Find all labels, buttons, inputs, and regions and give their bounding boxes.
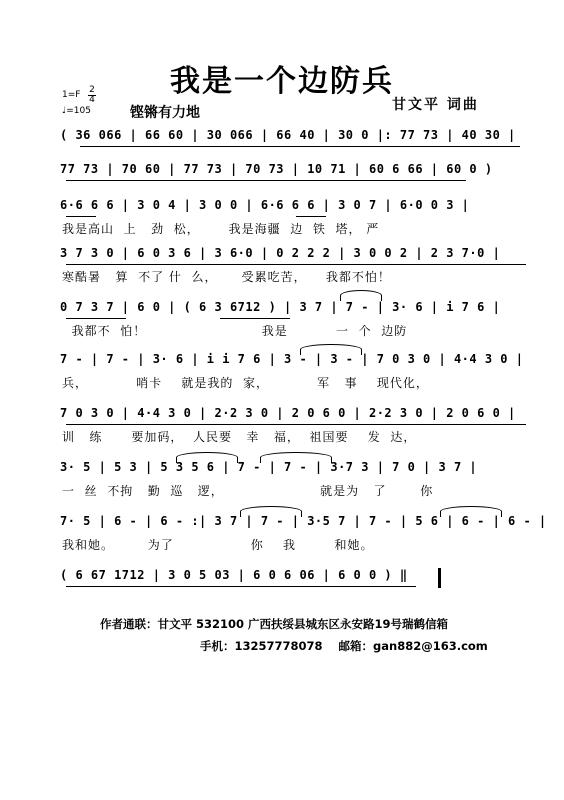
- slur-5: [240, 506, 302, 517]
- expression-mark: 铿锵有力地: [130, 105, 200, 121]
- music-line-9: 7· 5 | 6 - | 6 - :| 3 7 | 7 - | 3·5 7 | 7 - | 5 6 | 6 - | 6 - |: [60, 514, 547, 528]
- music-line-1: ( 36 066 | 66 60 | 30 066 | 66 40 | 30 0 |: 77 73 | 40 30 |: [60, 128, 516, 142]
- author-contact-address: 作者通联：甘文平 532100 广西扶绥县城东区永安路19号瑞鹤信箱: [100, 617, 449, 631]
- beam-line-5a: [66, 318, 126, 319]
- lyric-line-7: 我和她。 为了 你 我 和她。: [62, 538, 374, 552]
- slur-2: [300, 344, 362, 355]
- slur-4: [260, 452, 332, 463]
- final-barline: [438, 568, 441, 588]
- slur-3: [176, 452, 238, 463]
- music-line-2: 77 73 | 70 60 | 77 73 | 70 73 | 10 71 | 60 6 66 | 60 0 ): [60, 162, 493, 176]
- beam-line-5b: [220, 318, 290, 319]
- beam-line-2: [66, 180, 466, 181]
- music-line-3: 6·6 6 6 | 3 0 4 | 3 0 0 | 6·6 6 6 | 3 0 7 | 6·0 0 3 |: [60, 198, 470, 212]
- tempo-mark: ♩=105: [62, 106, 91, 116]
- key-signature: 1=F: [62, 90, 81, 100]
- music-line-7: 7 0 3 0 | 4·4 3 0 | 2·2 3 0 | 2 0 6 0 | 2·2 3 0 | 2 0 6 0 |: [60, 406, 516, 420]
- beam-line-10: [66, 586, 416, 587]
- author-contact-phone-email: 手机：13257778078 邮箱：gan882@163.com: [200, 639, 488, 653]
- slur-1: [340, 290, 382, 301]
- lyric-line-6: 一 丝 不拘 勤 巡 逻， 就是为 了 你: [62, 484, 434, 498]
- music-line-10: ( 6 67 1712 | 3 0 5 03 | 6 0 6 06 | 6 0 0 ) ‖: [60, 568, 408, 582]
- time-signature: [88, 86, 96, 105]
- music-line-8: 3· 5 | 5 3 | 5 3 5 6 | 7 - | 7 - | 3·7 3 | 7 0 | 3 7 |: [60, 460, 478, 474]
- lyric-line-1: 我是高山 上 劲 松， 我是海疆 边 铁 塔， 严: [62, 222, 380, 236]
- beam-line-3a: [66, 216, 96, 217]
- music-line-6: 7 - | 7 - | 3· 6 | i i 7 6 | 3 - | 3 - | 7 0 3 0 | 4·4 3 0 |: [60, 352, 524, 366]
- beam-line-1: [80, 146, 520, 147]
- meter-bottom: 4: [89, 95, 95, 105]
- beam-line-4: [66, 264, 526, 265]
- slur-6: [440, 506, 502, 517]
- lyric-line-3: 我都不 怕！ 我是 一 个 边防: [62, 324, 408, 338]
- lyric-line-5: 训 练 要加码， 人民要 幸 福， 祖国要 发 达，: [62, 430, 417, 444]
- beam-line-3b: [296, 216, 326, 217]
- music-line-5: 0 7 3 7 | 6 0 | ( 6 3 6712 ) | 3 7 | 7 - | 3· 6 | i 7 6 |: [60, 300, 501, 314]
- song-title: 我是一个边防兵: [170, 64, 394, 99]
- meter-top: 2: [89, 85, 95, 95]
- lyric-line-2: 寒酷暑 算 不了 什 么， 受累吃苦， 我都不怕！: [62, 270, 391, 284]
- music-line-4: 3 7 3 0 | 6 0 3 6 | 3 6·0 | 0 2 2 2 | 3 0 0 2 | 2 3 7·0 |: [60, 246, 501, 260]
- lyric-line-4: 兵， 哨卡 就是我的 家， 军 事 现代化，: [62, 376, 429, 390]
- beam-line-7: [66, 424, 526, 425]
- composer-credit: 甘文平 词曲: [392, 97, 479, 113]
